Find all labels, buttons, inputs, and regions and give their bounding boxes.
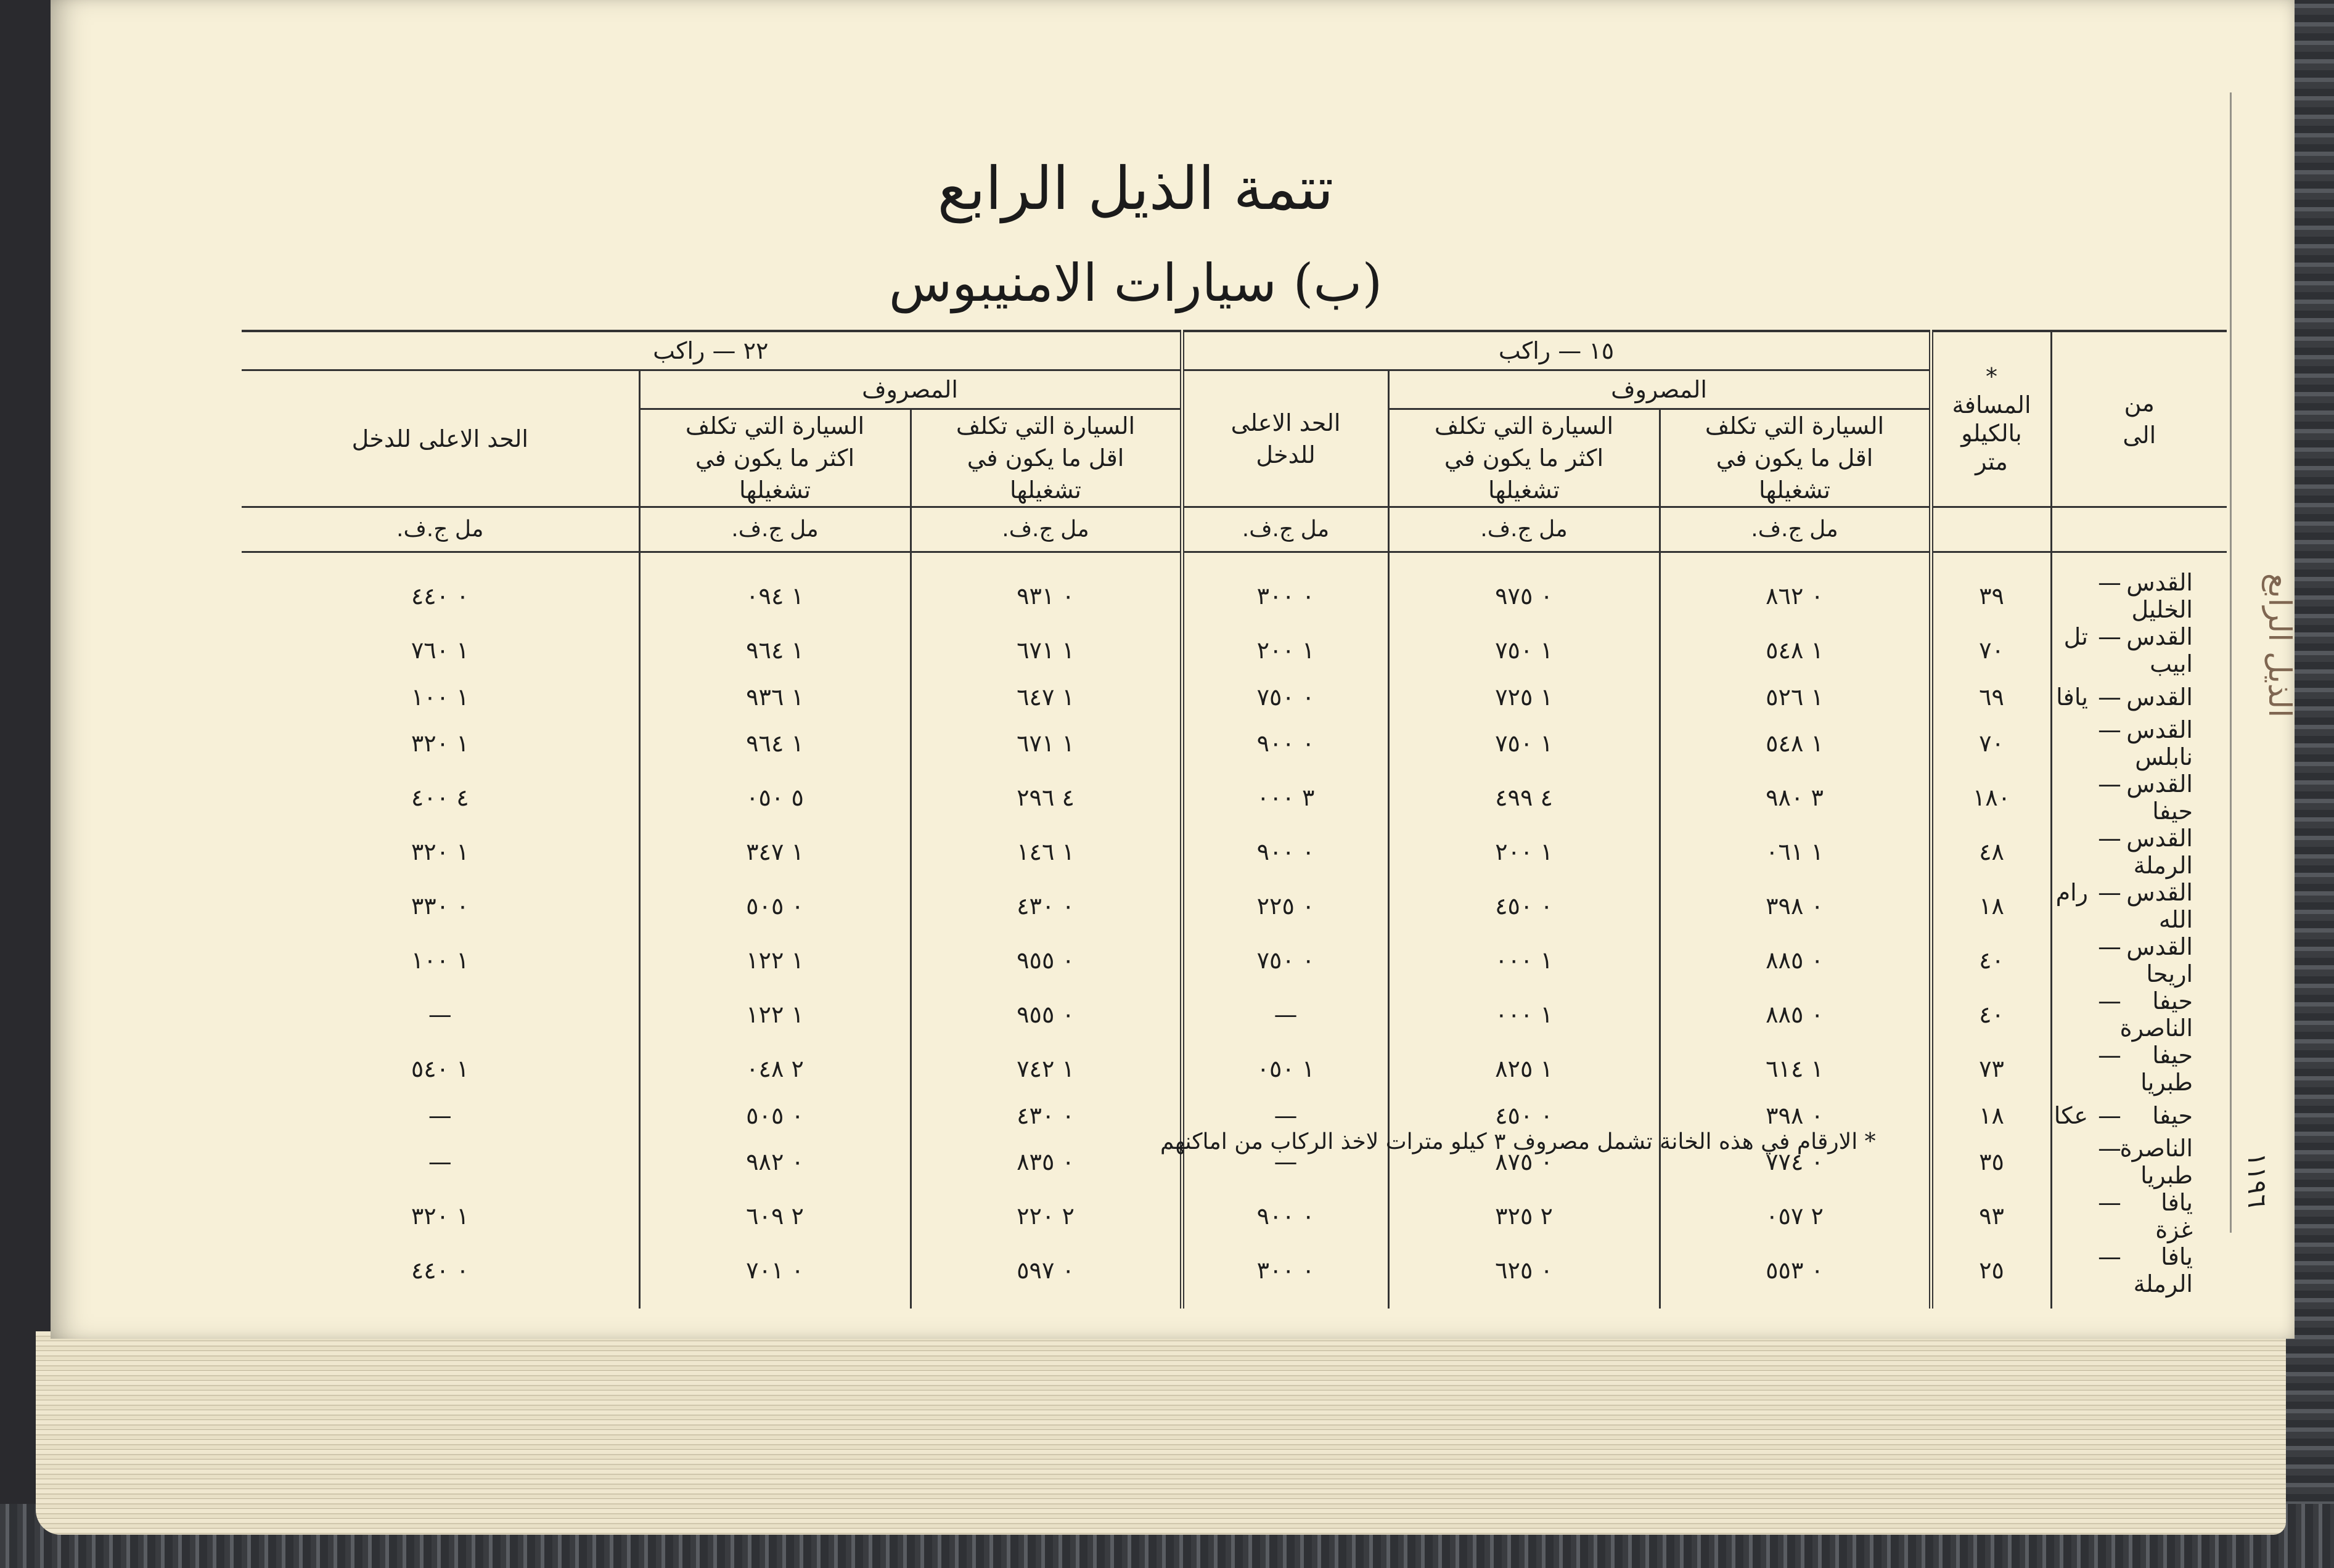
distance-cell: ٧٠	[1931, 623, 2051, 677]
route-to: الرملة	[2133, 1270, 2193, 1297]
value-cell: ٠ ٨٣٥	[911, 1135, 1182, 1189]
distance-cell: ٢٥	[1931, 1243, 2051, 1309]
value-cell: ١ ٨٢٥	[1388, 1042, 1660, 1096]
route-from: حيفا	[2152, 1101, 2193, 1129]
route-to: تل ابيب	[2063, 623, 2193, 677]
value-cell: ٥ ٠٥٠	[639, 770, 911, 825]
route-cell	[2051, 1243, 2227, 1309]
value-cell: ٠ ٨٧٥	[1388, 1135, 1660, 1189]
value-cell: ٠ ٨٨٥	[1660, 933, 1931, 987]
page-stack	[36, 1331, 2286, 1535]
distance-header-label: المسافة بالكيلو متر	[1952, 391, 2031, 475]
distance-cell: ٣٥	[1931, 1135, 2051, 1189]
value-cell: ٠ ٨٨٥	[1660, 987, 1931, 1042]
value-cell: ١ ٧٥٠	[1388, 716, 1660, 770]
value-cell: ١ ٧٢٥	[1388, 677, 1660, 716]
table-row	[242, 825, 2227, 879]
value-cell: ٠ ٩٠٠	[1182, 825, 1388, 879]
expense-15-header: المصروف	[1388, 370, 1931, 409]
route-dash: —	[2098, 1101, 2121, 1129]
value-cell: ٢ ٦٠٩	[639, 1189, 911, 1243]
value-cell: ٠ ٤٣٠	[911, 1096, 1182, 1135]
value-cell: ٠ ٥٩٧	[911, 1243, 1182, 1309]
route-from: القدس	[2126, 879, 2193, 906]
value-cell: ٠ ٨٦٢	[1660, 552, 1931, 624]
value-cell: ١ ١٢٢	[639, 987, 911, 1042]
route-to: طبريا	[2140, 1162, 2193, 1189]
value-cell: ٠ ٤٥٠	[1388, 879, 1660, 933]
distance-cell: ٣٩	[1931, 552, 2051, 624]
value-cell: ٠ ٩٥٥	[911, 987, 1182, 1042]
unit-spacer	[2051, 507, 2227, 552]
value-cell: ٢ ٠٤٨	[639, 1042, 911, 1096]
value-cell: ٠ ٤٤٠	[411, 582, 469, 610]
route-cell	[2051, 1189, 2227, 1243]
table-row	[242, 623, 2227, 677]
route-from: القدس	[2126, 825, 2193, 852]
distance-cell: ١٨	[1931, 879, 2051, 933]
table-row	[242, 1042, 2227, 1096]
value-cell: ١ ٧٥٠	[1388, 623, 1660, 677]
route-from: القدس	[2126, 683, 2193, 711]
route-dash: —	[2098, 1042, 2121, 1069]
route-header	[2051, 331, 2227, 507]
value-cell: —	[1182, 1096, 1388, 1135]
value-cell: ١ ٥٤٨	[1660, 716, 1931, 770]
table-row	[242, 987, 2227, 1042]
table-row	[242, 1243, 2227, 1309]
fare-table-body	[242, 552, 2227, 1309]
route-to: يافا	[2056, 683, 2088, 711]
unit-label: مل ج.ف.	[1388, 507, 1660, 552]
distance-cell: ١٨	[1931, 1096, 2051, 1135]
value-cell: ٠ ٧٥٠	[1182, 677, 1388, 716]
margin-rule	[2230, 92, 2232, 1233]
route-to: الخليل	[2131, 596, 2193, 623]
route-to: غزة	[2155, 1216, 2193, 1243]
value-cell: ١ ٣٢٠	[411, 1203, 469, 1230]
value-cell: ٤ ٢٩٦	[911, 770, 1182, 825]
value-cell: ٠ ٧٥٠	[1182, 933, 1388, 987]
route-to: طبريا	[2140, 1069, 2193, 1096]
route-from: يافا	[2161, 1189, 2193, 1216]
value-cell: ٠ ٣٠٠	[1182, 1243, 1388, 1309]
value-cell: ١ ٠٦١	[1660, 825, 1931, 879]
route-cell	[2051, 716, 2227, 770]
route-dash: —	[2098, 987, 2121, 1015]
page-title: تتمة الذيل الرابع	[937, 154, 1334, 223]
unit-label: مل ج.ف.	[639, 507, 911, 552]
table-row	[242, 770, 2227, 825]
route-to: الناصرة	[2119, 1015, 2193, 1042]
value-cell: ٠ ٥٥٣	[1660, 1243, 1931, 1309]
max-income-15-header: الحد الاعلى للدخل	[1182, 370, 1388, 507]
value-cell: ١ ٦٧١	[911, 623, 1182, 677]
value-cell: ١ ٣٢٠	[411, 730, 469, 757]
value-cell: ١ ٠٥٠	[1182, 1042, 1388, 1096]
value-cell: ٠ ٣٩٨	[1660, 879, 1931, 933]
value-cell: ٠ ٤٥٠	[1388, 1096, 1660, 1135]
value-cell: ٠ ٥٠٥	[639, 879, 911, 933]
route-from: القدس	[2126, 770, 2193, 798]
route-dash: —	[2098, 933, 2121, 960]
value-cell: —	[428, 1101, 452, 1129]
value-cell: ١ ٢٠٠	[1388, 825, 1660, 879]
value-cell: ٠ ٩٥٥	[911, 933, 1182, 987]
unit-label: مل ج.ف.	[242, 507, 639, 552]
distance-cell: ٧٠	[1931, 716, 2051, 770]
route-to: اريحا	[2146, 960, 2193, 987]
route-dash: —	[2098, 1243, 2121, 1270]
group-15-header: ١٥ — راكب	[1182, 331, 1931, 370]
value-cell: ١ ٠٩٤	[639, 552, 911, 624]
value-cell: ١ ٦١٤	[1660, 1042, 1931, 1096]
value-cell: ٠ ٣٩٨	[1660, 1096, 1931, 1135]
route-dash: —	[2098, 1135, 2121, 1162]
table-row	[242, 879, 2227, 933]
value-cell: ١ ١٢٢	[639, 933, 911, 987]
route-cell	[2051, 552, 2227, 624]
value-cell: —	[428, 1148, 452, 1175]
route-from: القدس	[2126, 716, 2193, 743]
distance-cell: ٤٨	[1931, 825, 2051, 879]
value-cell: ٠ ٤٣٠	[911, 879, 1182, 933]
value-cell: ٠ ٩٣١	[911, 552, 1182, 624]
route-from: القدس	[2126, 623, 2193, 650]
route-from: حيفا	[2152, 987, 2193, 1015]
value-cell: ١ ٠٠٠	[1388, 987, 1660, 1042]
value-cell: ٠ ٩٨٢	[639, 1135, 911, 1189]
value-cell: ١ ٠٠٠	[1388, 933, 1660, 987]
distance-header	[1931, 331, 2051, 507]
value-cell: ٠ ٤٤٠	[411, 1257, 469, 1284]
route-from: القدس	[2126, 569, 2193, 596]
value-cell: ١ ٣٤٧	[639, 825, 911, 879]
route-from: الناصرة	[2119, 1135, 2193, 1162]
value-cell: ٣ ٠٠٠	[1182, 770, 1388, 825]
route-dash: —	[2098, 825, 2121, 852]
value-cell: ١ ٥٤٠	[411, 1055, 469, 1082]
route-cell	[2051, 933, 2227, 987]
route-dash: —	[2098, 623, 2121, 650]
route-cell	[2051, 623, 2227, 677]
book-page	[51, 0, 2298, 1339]
car-high-15-header: السيارة التي تكلف اكثر ما يكون في تشغيلها	[1388, 409, 1660, 507]
route-from-header: من	[2124, 390, 2155, 417]
distance-cell: ٧٣	[1931, 1042, 2051, 1096]
value-cell: ١ ١٠٠	[411, 947, 469, 974]
value-cell: ١ ٣٢٠	[411, 838, 469, 865]
value-cell: ٠ ٧٧٤	[1660, 1135, 1931, 1189]
car-low-22-header: السيارة التي تكلف اقل ما يكون في تشغيلها	[911, 409, 1182, 507]
distance-cell: ٩٣	[1931, 1189, 2051, 1243]
value-cell: ٤ ٤٩٩	[1388, 770, 1660, 825]
value-cell: ١ ٢٠٠	[1182, 623, 1388, 677]
page-subtitle: (ب) سيارات الامنيبوس	[888, 253, 1383, 313]
route-cell	[2051, 1042, 2227, 1096]
route-cell	[2051, 987, 2227, 1042]
route-dash: —	[2098, 683, 2121, 711]
distance-cell: ٤٠	[1931, 987, 2051, 1042]
route-cell	[2051, 677, 2227, 716]
route-from: القدس	[2126, 933, 2193, 960]
value-cell: ١ ٥٤٨	[1660, 623, 1931, 677]
car-high-22-header: السيارة التي تكلف اكثر ما يكون في تشغيلها	[639, 409, 911, 507]
handwritten-margin-note: الذيل الرابع	[2262, 573, 2298, 718]
route-to: نابلس	[2135, 743, 2193, 770]
route-to-header: الى	[2123, 422, 2156, 449]
route-to: رام الله	[2055, 879, 2193, 933]
value-cell: ١ ٦٤٧	[911, 677, 1182, 716]
page-number: ١١٩٦	[2242, 1153, 2272, 1209]
expense-22-header: المصروف	[639, 370, 1182, 409]
value-cell: ٠ ٧٠١	[639, 1243, 911, 1309]
table-row	[242, 1189, 2227, 1243]
route-cell	[2051, 879, 2227, 933]
value-cell: ١ ٩٣٦	[639, 677, 911, 716]
route-cell	[2051, 1096, 2227, 1135]
value-cell: ٤ ٤٠٠	[411, 784, 469, 811]
footnote: * الارقام في هذه الخانة تشمل مصروف ٣ كيلو مترات لاخذ الركاب من اماكنهم	[1160, 1129, 1876, 1154]
route-from: يافا	[2161, 1243, 2193, 1270]
value-cell: ٠ ٢٢٥	[1182, 879, 1388, 933]
route-cell	[2051, 1135, 2227, 1189]
distance-cell: ٤٠	[1931, 933, 2051, 987]
value-cell: ٢ ٣٢٥	[1388, 1189, 1660, 1243]
route-dash: —	[2098, 569, 2121, 596]
value-cell: ١ ١٠٠	[411, 683, 469, 711]
distance-cell: ٦٩	[1931, 677, 2051, 716]
value-cell: ١ ٩٦٤	[639, 623, 911, 677]
route-dash: —	[2098, 716, 2121, 743]
route-dash: —	[2098, 879, 2121, 906]
value-cell: ١ ١٤٦	[911, 825, 1182, 879]
value-cell: ١ ٩٦٤	[639, 716, 911, 770]
table-row	[242, 677, 2227, 716]
unit-spacer	[1931, 507, 2051, 552]
value-cell: ٠ ٩٧٥	[1388, 552, 1660, 624]
value-cell: —	[1182, 1135, 1388, 1189]
table-row	[242, 933, 2227, 987]
route-to: الرملة	[2133, 852, 2193, 879]
route-to: عكا	[2054, 1101, 2088, 1129]
value-cell: ٠ ٦٢٥	[1388, 1243, 1660, 1309]
value-cell: ١ ٦٧١	[911, 716, 1182, 770]
table-row	[242, 716, 2227, 770]
distance-cell: ١٨٠	[1931, 770, 2051, 825]
car-low-15-header: السيارة التي تكلف اقل ما يكون في تشغيلها	[1660, 409, 1931, 507]
route-to: حيفا	[2152, 798, 2193, 825]
value-cell: ٢ ٠٥٧	[1660, 1189, 1931, 1243]
value-cell: —	[428, 1001, 452, 1028]
route-dash: —	[2098, 1189, 2121, 1216]
max-income-22-header: الحد الاعلى للدخل	[351, 425, 528, 452]
value-cell: —	[1182, 987, 1388, 1042]
table-row	[242, 552, 2227, 624]
route-from: حيفا	[2152, 1042, 2193, 1069]
value-cell: ١ ٧٤٢	[911, 1042, 1182, 1096]
unit-label: مل ج.ف.	[911, 507, 1182, 552]
value-cell: ٢ ٢٢٠	[911, 1189, 1182, 1243]
route-dash: —	[2098, 770, 2121, 798]
fare-table	[242, 330, 2227, 1309]
unit-label: مل ج.ف.	[1182, 507, 1388, 552]
value-cell: ٠ ٩٠٠	[1182, 1189, 1388, 1243]
route-cell	[2051, 825, 2227, 879]
value-cell: ٣ ٩٨٠	[1660, 770, 1931, 825]
value-cell: ٠ ٩٠٠	[1182, 716, 1388, 770]
group-22-header: ٢٢ — راكب	[242, 331, 1182, 370]
value-cell: ٠ ٥٠٥	[639, 1096, 911, 1135]
value-cell: ٠ ٣٠٠	[1182, 552, 1388, 624]
unit-label: مل ج.ف.	[1660, 507, 1931, 552]
value-cell: ١ ٧٦٠	[411, 637, 469, 664]
distance-footnote-mark: *	[1986, 363, 1997, 390]
value-cell: ١ ٥٢٦	[1660, 677, 1931, 716]
value-cell: ٠ ٣٣٠	[411, 892, 469, 920]
route-cell	[2051, 770, 2227, 825]
